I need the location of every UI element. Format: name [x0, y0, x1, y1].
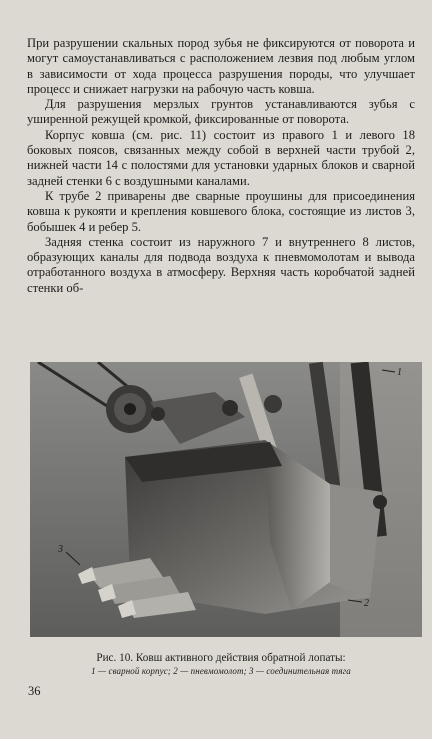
paragraph: При разрушении скальных пород зубья не фиксируются от поворота и могут самоустанавливаться с расположением лезвия под любым углом в зависимости от хода процесса разрушения породы, что улучшает процесс и снижает нагрузки на рабочую часть ковша. — [27, 36, 415, 96]
bucket-illustration — [30, 362, 422, 637]
figure-caption: Рис. 10. Ковш активного действия обратной лопаты: — [96, 652, 346, 664]
paragraph: Корпус ковша (см. рис. 11) состоит из правого 1 и левого 18 боковых поясов, связанных между собой в верхней части трубой 2, нижней части 14 с полостями для установки ударных блоков и сварной задней стенки 6 с воздушными каналами. — [27, 127, 415, 188]
page-number: 36 — [28, 684, 41, 698]
bucket-photo — [30, 362, 422, 637]
paragraph: Для разрушения мерзлых грунтов устанавливаются зубья с уширенной режущей кромкой, фиксированные от поворота. — [27, 97, 415, 127]
paragraph: Задняя стенка состоит из наружного 7 и внутреннего 8 листов, образующих каналы для подвода воздуха к пневмомолотам и вывода отработанного воздуха в атмосферу. Верхняя часть коробчатой задней стенки об- — [27, 234, 415, 295]
body-text — [27, 36, 415, 296]
callout-1: 1 — [397, 367, 402, 378]
callout-3: 3 — [58, 544, 63, 555]
callout-2: 2 — [364, 598, 369, 609]
paragraph: К трубе 2 приварены две сварные проушины для присоединения ковша к рукояти и крепления ковшевого блока, состоящие из листов 3, бобышек 4 и ребер 5. — [27, 188, 415, 234]
figure-legend: 1 — сварной корпус; 2 — пневмомолот; 3 — соединительная тяга — [91, 666, 351, 676]
